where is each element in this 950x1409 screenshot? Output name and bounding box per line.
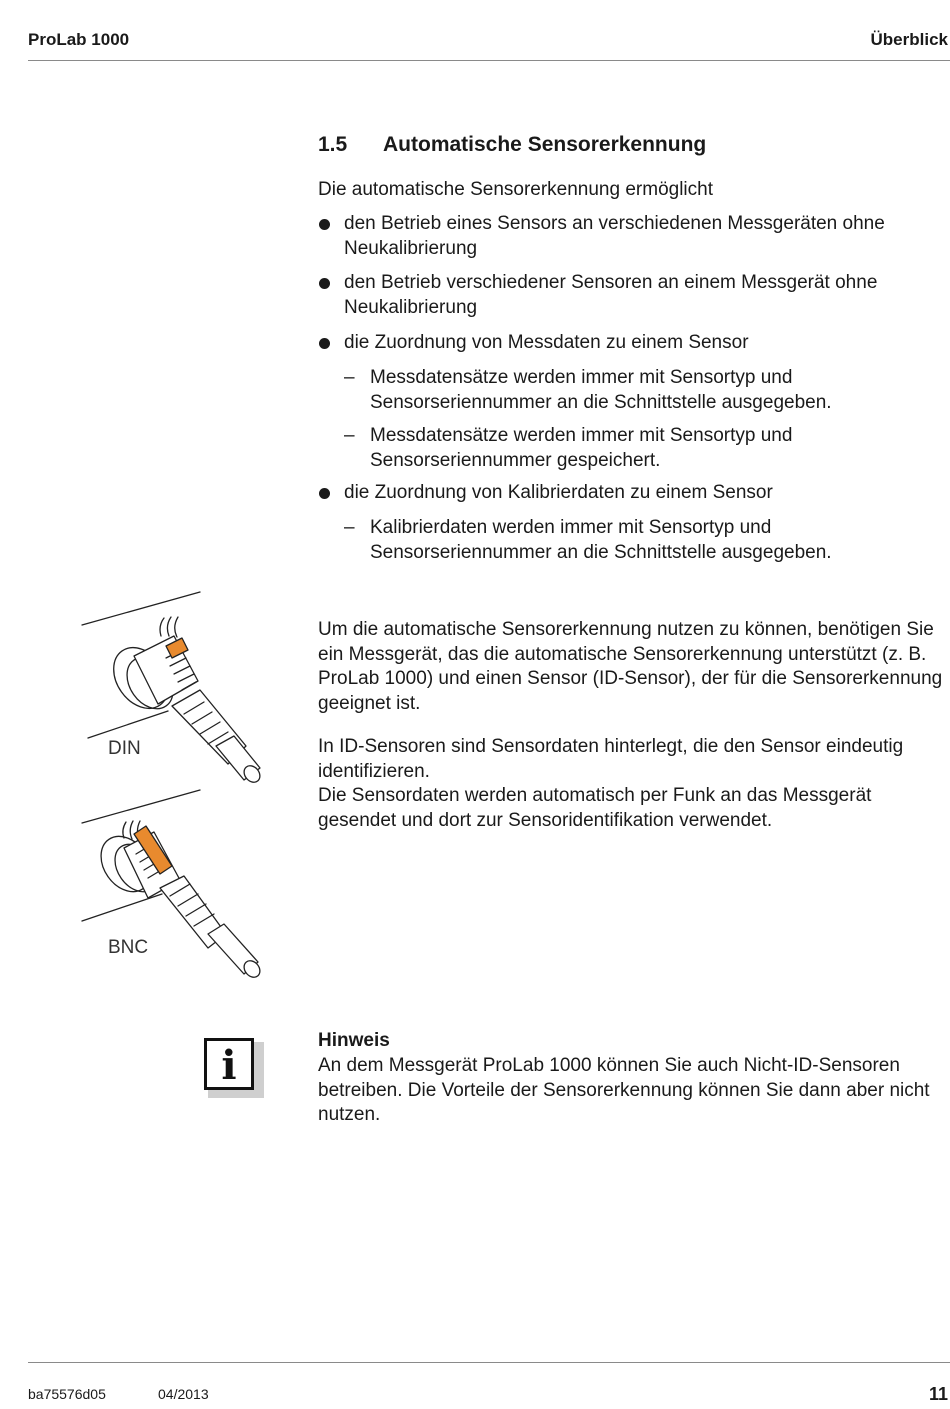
header-rule: [28, 60, 950, 61]
list-item: den Betrieb verschiedener Sensoren an einem Messgerät ohne Neukalibrierung: [318, 271, 950, 320]
info-icon: i: [204, 1038, 264, 1098]
sub-list-item: – Messdatensätze werden immer mit Sensortyp und Sensorseriennummer an die Schnittstelle ausgegeben.: [344, 367, 832, 413]
sub-list-item: – Messdatensätze werden immer mit Sensortyp und Sensorseriennummer gespeichert.: [344, 425, 793, 471]
header-title: ProLab 1000: [28, 30, 130, 49]
list-item: die Zuordnung von Messdaten zu einem Sensor: [318, 331, 950, 356]
paragraph: Um die automatische Sensorerkennung nutzen zu können, benötigen Sie ein Messgerät, das die automatische Sensorerkennung unterstützt (z. B. ProLab 1000) und einen Sensor (ID-Sensor), der für die Sensorerkennung geeignet ist.: [318, 619, 943, 714]
paragraph: In ID-Sensoren sind Sensordaten hinterlegt, die den Sensor eindeutig identifizieren. Die Sensordaten werden automatisch per Funk an das Messgerät gesendet und dort zur Sensoridentifikation verwendet.: [318, 736, 904, 831]
bullet-icon: [319, 488, 330, 499]
din-label: DIN: [108, 738, 141, 759]
bullet-icon: [319, 219, 330, 230]
note-title: Hinweis: [318, 1030, 390, 1051]
sensor-connector-illustration: [76, 586, 276, 986]
footer-doc-id: ba75576d05: [28, 1386, 106, 1402]
page-number: 11: [928, 1384, 948, 1404]
section-title: Automatische Sensorerkennung: [383, 133, 707, 156]
header-chapter: Überblick: [870, 30, 948, 49]
bnc-label: BNC: [108, 937, 149, 958]
bullet-icon: [319, 338, 330, 349]
note-text: An dem Messgerät ProLab 1000 können Sie auch Nicht-ID-Sensoren betreiben. Die Vorteile der Sensorerkennung können Sie dann aber nicht nutzen.: [318, 1055, 930, 1125]
section-heading: [318, 133, 706, 157]
footer-date: 04/2013: [158, 1386, 209, 1402]
section-intro: Die automatische Sensorerkennung ermöglicht: [318, 179, 713, 200]
sub-list-item: – Kalibrierdaten werden immer mit Sensortyp und Sensorseriennummer an die Schnittstelle ausgegeben.: [344, 517, 832, 563]
footer-rule: [28, 1362, 950, 1363]
list-item: den Betrieb eines Sensors an verschiedenen Messgeräten ohne Neukalibrierung: [318, 212, 950, 261]
section-number: 1.5: [318, 133, 348, 156]
list-item: die Zuordnung von Kalibrierdaten zu einem Sensor: [318, 481, 950, 506]
bullet-icon: [319, 278, 330, 289]
